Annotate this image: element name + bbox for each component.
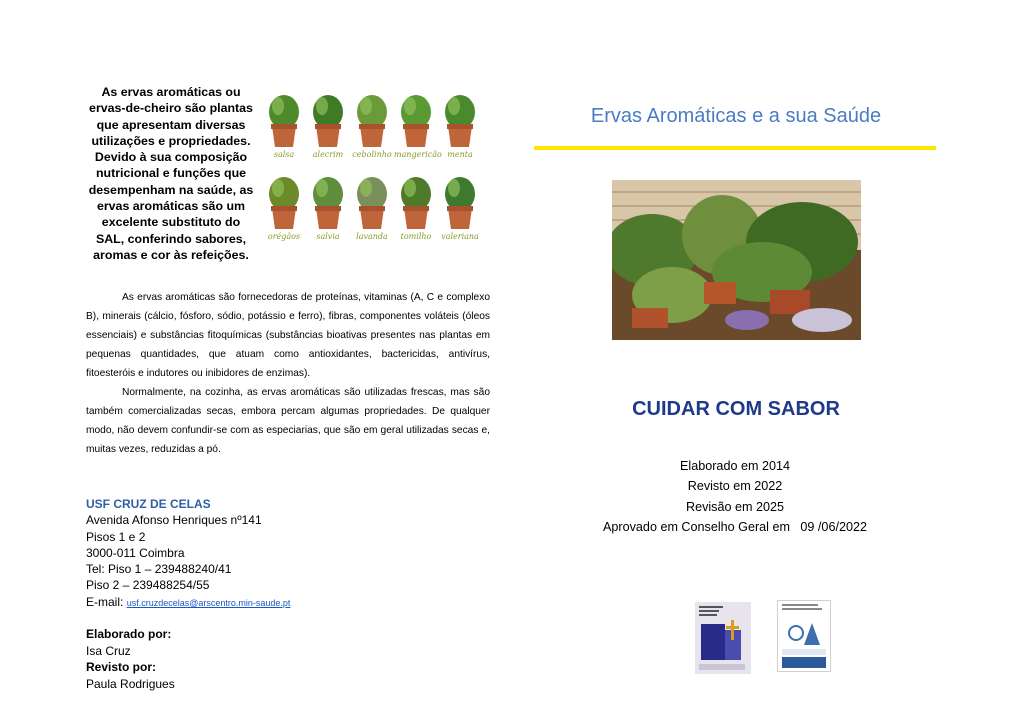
herb-pot	[350, 174, 394, 256]
plant-pot-icon	[438, 174, 482, 232]
herb-label: cebolinho	[352, 150, 392, 159]
herb-label: alecrim	[312, 150, 344, 159]
plant-pot-icon	[262, 174, 306, 232]
date-revisao: Revisão em 2025	[685, 499, 784, 514]
plant-pot-icon	[262, 92, 306, 150]
plant-pot-icon	[438, 92, 482, 150]
herb-label: salvia	[316, 232, 340, 241]
herb-pot	[438, 92, 482, 174]
cover-subtitle: CUIDAR COM SABOR	[632, 398, 840, 420]
plant-pot-icon	[394, 92, 438, 150]
plant-pot-icon	[306, 174, 350, 232]
address: Avenida Afonso Henriques nº141	[86, 513, 262, 528]
paragraph-2: Normalmente, na cozinha, as ervas aromáticas são utilizadas frescas, mas são também comercializadas secas, embora percam algumas propriedades. De qualquer modo, não devem confundir-se com as especiarias, que são em geral utilizadas secas e, muitas vezes, reduzidas a pó.	[86, 387, 490, 455]
herb-pot	[306, 92, 350, 174]
cover-title: Ervas Aromáticas e a sua Saúde	[590, 105, 882, 127]
postal-code: 3000-011 Coimbra	[86, 545, 185, 560]
plant-pot-icon	[350, 92, 394, 150]
herb-label: tomilho	[400, 232, 432, 241]
herb-pot	[438, 174, 482, 256]
revisto-name: Paula Rodrigues	[86, 676, 175, 691]
elaborado-name: Isa Cruz	[86, 643, 131, 658]
email-link[interactable]: usf.cruzdecelas@arscentro.min-saude.pt	[126, 597, 291, 608]
date-aprovado: Aprovado em Conselho Geral em 09 /06/2022	[603, 519, 867, 534]
date-revisto: Revisto em 2022	[687, 479, 783, 494]
plant-pot-icon	[350, 174, 394, 232]
herb-pot	[262, 92, 306, 174]
paragraph-1: As ervas aromáticas são fornecedoras de proteínas, vitaminas (A, C e complexo B), minerais (cálcio, fósforo, sódio, potássio e ferro), fibras, componentes voláteis (óleos essenciais) e substâncias fitoquímicas (substâncias bioativas presentes nas plantas em pequenas quantidades, que atuam como antioxidantes, bactericidas, antivírus, fitoesteróis e indutores ou inibidores de enzimas).	[86, 292, 490, 379]
herb-label: menta	[447, 150, 473, 159]
email-label: E-mail:	[86, 594, 124, 609]
org-name: USF CRUZ DE CELAS	[86, 497, 211, 511]
herb-pot	[394, 174, 438, 256]
herb-label: salsa	[273, 150, 295, 159]
intro-text: As ervas aromáticas ou ervas-de-cheiro são plantas que apresentam diversas utilizações e propriedades. Devido à sua composição nutricional e funções que desempenham na saúde, as ervas aromáticas são um excelente substituto do SAL, conferindo sabores, aromas e cor às refeições.	[88, 85, 254, 262]
herbs-illustration	[262, 92, 484, 258]
herb-garden-photo	[612, 180, 861, 340]
phone-floor-2: Piso 2 – 239488254/55	[86, 578, 210, 593]
dates-block	[560, 456, 910, 537]
title-underline	[534, 146, 936, 150]
elaborado-label: Elaborado por:	[86, 627, 172, 641]
email-line	[86, 594, 486, 611]
plant-pot-icon	[306, 92, 350, 150]
herb-label: mangericão	[394, 150, 442, 159]
herb-pot	[306, 174, 350, 256]
herb-pot	[262, 174, 306, 256]
herb-label: orégãos	[267, 232, 301, 241]
plant-pot-icon	[394, 174, 438, 232]
contact-block	[86, 496, 486, 611]
body-text	[86, 288, 490, 459]
herb-label: valeriana	[441, 232, 479, 241]
herb-pot	[394, 92, 442, 174]
phone-floor-1: Tel: Piso 1 – 239488240/41	[86, 562, 232, 577]
floors: Pisos 1 e 2	[86, 529, 146, 544]
date-elaborado: Elaborado em 2014	[680, 459, 790, 473]
credits-block	[86, 626, 386, 692]
usf-cruz-de-celas-logo	[695, 602, 751, 674]
herb-pot	[350, 92, 394, 174]
herb-label: lavanda	[356, 232, 388, 241]
accreditation-logo	[777, 600, 831, 672]
revisto-label: Revisto por:	[86, 660, 157, 674]
